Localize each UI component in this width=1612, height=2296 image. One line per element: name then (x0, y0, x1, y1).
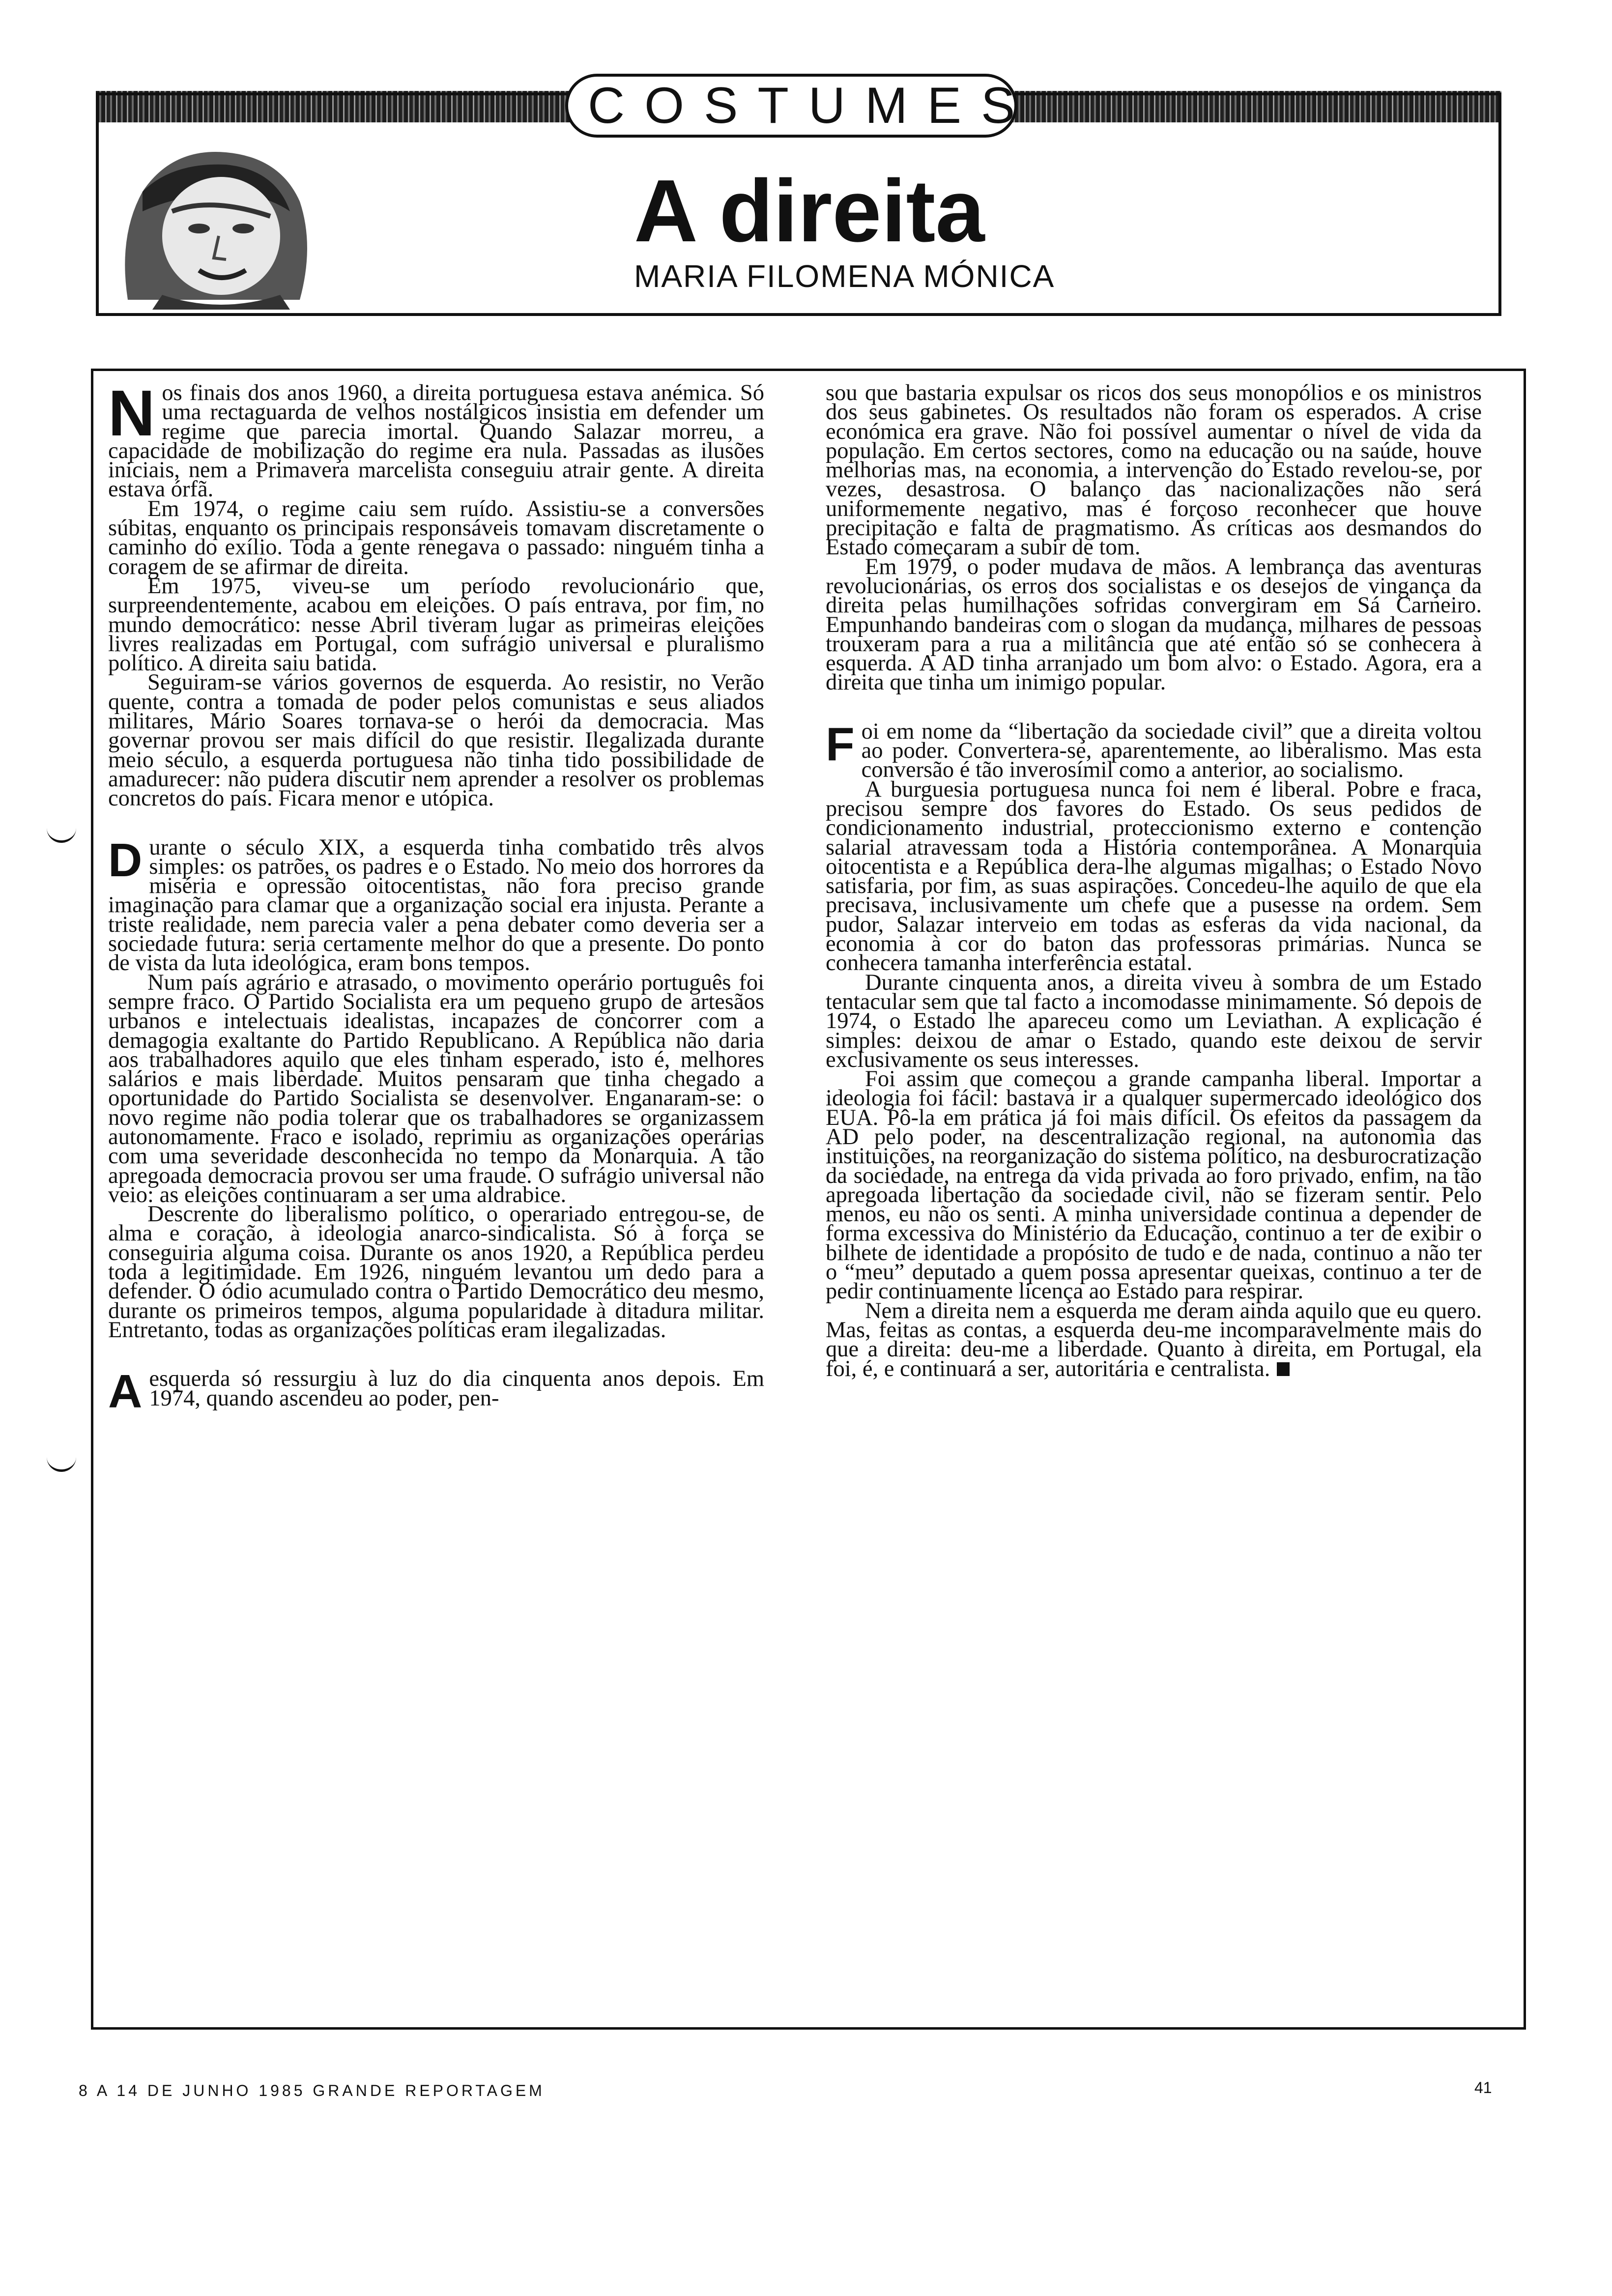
drop-cap: D (108, 833, 143, 887)
drop-cap: N (108, 377, 155, 449)
article-title: A direita (634, 162, 985, 260)
margin-mark (47, 826, 76, 843)
paragraph: Seguiram-se vários governos de esquerda. Ao resistir, no Verão quente, contra a tomada de poder pelos comunistas e seus aliados militares, Mário Soares tornava-se o herói da democracia. Mas governar provou ser mais difícil do que resistir. Ilegalizada durante meio século, a esquerda portuguesa não tinha tido possibilidade de amadurecer: não pudera discutir nem aprender a resolver os problemas concretos do país. Ficara menor e utópica. (108, 670, 764, 811)
paragraph (108, 1365, 764, 1418)
section-label: COSTUMES (565, 74, 1017, 138)
author-portrait (113, 138, 319, 310)
article-column-right (826, 380, 1482, 1381)
paragraph: Em 1975, viveu-se um período revolucionário que, surpreendentemente, acabou em eleições. O país entrava, por fim, no mundo democrático: nesse Abril tiveram lugar as primeiras eleições livres realizadas em Portugal, com sufrágio universal e pluralismo político. A direita saiu batida. (108, 573, 764, 676)
paragraph-text: oi em nome da “libertação da sociedade civil” que a direita voltou ao poder. Convertera-se, aparentemente, ao liberalismo. Mas esta conversão é tão inverosímil como a anterior, ao socialismo. (861, 718, 1482, 783)
article-column-left (108, 377, 764, 1418)
author-byline: MARIA FILOMENA MÓNICA (634, 258, 1055, 294)
paragraph (108, 377, 764, 502)
paragraph: Em 1974, o regime caiu sem ruído. Assistiu-se a conversões súbitas, enquanto os principais responsáveis tomavam discretamente o caminho do exílio. Toda a gente renegava o passado: ninguém tinha a coragem de se afirmar de direita. (108, 496, 764, 579)
end-mark (1277, 1362, 1290, 1376)
paragraph (826, 718, 1482, 783)
issue-footer: 8 A 14 DE JUNHO 1985 GRANDE REPORTAGEM (79, 2082, 545, 2099)
page-number: 41 (1474, 2079, 1492, 2096)
margin-mark (47, 1455, 76, 1472)
paragraph-text: urante o século XIX, a esquerda tinha combatido três alvos simples: os patrões, os padres e o Estado. No meio dos horrores da miséria e opressão oitocentistas, não fora preciso grande imaginação para clamar que a organização social era injusta. Perante a triste realidade, nem parecia valer a pena debater como deveria ser a sociedade futura: seria certamente melhor do que a presente. Do ponto de vista da luta ideológica, eram bons tempos. (108, 834, 764, 976)
paragraph-text: os finais dos anos 1960, a direita portuguesa estava anémica. Só uma rectaguarda de velhos nostálgicos insistia em defender um regime que parecia imortal. Quando Salazar morreu, a capacidade de mobilização do regime era nula. Passadas as ilusões iniciais, nem a Primavera marcelista conseguiu atrair gente. A direita estava órfã. (108, 380, 764, 502)
paragraph: Num país agrário e atrasado, o movimento operário português foi sempre fraco. O Partido Socialista era um pequeno grupo de artesãos urbanos e intelectuais idealistas, incapazes de concorrer com a demagogia exaltante do Partido Republicano. A República não daria aos trabalhadores aquilo que eles tinham esperado, isto é, melhores salários e mais liberdade. Muitos pensaram que tinha chegado a oportunidade do Partido Socialista se desenvolver. Enganaram-se: o novo regime não podia tolerar que os trabalhadores se organizassem autonomamente. Fraco e isolado, reprimiu as organizações operárias com uma severidade desconhecida no tempo da Monarquia. A tão apregoada democracia provou ser uma fraude. O sufrágio universal não veio: as eleições continuaram a ser uma aldrabice. (108, 970, 764, 1207)
drop-cap: F (826, 718, 855, 771)
paragraph-text: esquerda só ressurgiu à luz do dia cinquenta anos depois. Em 1974, quando ascendeu ao poder, pen- (149, 1366, 764, 1411)
paragraph: Durante cinquenta anos, a direita viveu à sombra de um Estado tentacular sem que tal facto a incomodasse minimamente. Só depois de 1974, o Estado lhe apareceu como um Leviathan. A explicação é simples: deixou de amar o Estado, quando este deixou de servir exclusivamente os seus interesses. (826, 970, 1482, 1072)
paragraph-text: Nem a direita nem a esquerda me deram ainda aquilo que eu quero. Mas, feitas as contas, a esquerda deu-me incomparavelmente mais do que a direita: deu-me a liberdade. Quanto à direita, em Portugal, ela foi, é, e continuará a ser, autoritária e centralista. (826, 1298, 1482, 1381)
paragraph (826, 1298, 1482, 1381)
paragraph: Em 1979, o poder mudava de mãos. A lembrança das aventuras revolucionárias, os erros dos socialistas e os desejos de vingança da direita pelas humilhações sofridas convergiram em Sá Carneiro. Empunhando bandeiras com o slogan da mudança, milhares de pessoas trouxeram para a rua a militância que até então só se conhecera à esquerda. A AD tinha arranjado um bom alvo: o Estado. Agora, era a direita que tinha um inimigo popular. (826, 554, 1482, 695)
paragraph: Descrente do liberalismo político, o operariado entregou-se, de alma e coração, à ideologia anarco-sindicalista. Só à força se conseguiria alguma coisa. Durante os anos 1920, a República perdeu toda a legitimidade. Em 1926, ninguém levantou um dedo para a defender. O ódio acumulado contra o Partido Democrático deu mesmo, durante os primeiros tempos, alguma popularidade à ditadura militar. Entretanto, todas as organizações políticas eram ilegalizadas. (108, 1202, 764, 1343)
paragraph: Foi assim que começou a grande campanha liberal. Importar a ideologia foi fácil: bastava ir a qualquer supermercado ideológico dos EUA. Pô-la em prática já foi mais difícil. Os efeitos da passagem da AD pelo poder, na descentralização regional, na autonomia das instituições, na reorganização do sistema político, na desburocratização da sociedade, na entrega da vida privada ao foro privado, enfim, na tão apregoada libertação da sociedade civil, não se fizeram sentir. Pelo menos, eu não os senti. A minha universidade continua a depender de forma excessiva do Ministério da Educação, continuo a ter de exibir o bilhete de identidade a propósito de tudo e de nada, continuo a não ter o “meu” deputado a quem possa apresentar queixas, continuo a ter de pedir continuamente licença ao Estado para respirar. (826, 1066, 1482, 1304)
paragraph (108, 833, 764, 976)
paragraph: sou que bastaria expulsar os ricos dos seus monopólios e os ministros dos seus gabinetes. Os resultados não foram os esperados. A crise económica era grave. Não foi possível aumentar o nível de vida da população. Em certos sectores, como na educação ou na saúde, houve melhorias mas, na economia, a intervenção do Estado revelou-se, por vezes, desastrosa. O balanço das nacionalizações não será uniformemente negativo, mas é forçoso reconhecer que houve precipitação e falta de pragmatismo. As críticas aos desmandos do Estado começaram a subir de tom. (826, 380, 1482, 560)
paragraph: A burguesia portuguesa nunca foi nem é liberal. Pobre e fraca, precisou sempre dos favores do Estado. Os seus pedidos de condicionamento industrial, proteccionismo externo e contenção salarial atravessam toda a História contemporânea. A Monarquia oitocentista e a República dera-lhe algumas migalhas; o Estado Novo satisfaria, por fim, as suas aspirações. Concedeu-lhe aquilo de que ela precisava, inclusivamente um chefe que a pusesse na ordem. Sem pudor, Salazar interveio em todas as esferas da vida nacional, da economia à cor do baton das professoras primárias. Nunca se conhecera tamanha interferência estatal. (826, 776, 1482, 976)
drop-cap: A (108, 1365, 143, 1418)
